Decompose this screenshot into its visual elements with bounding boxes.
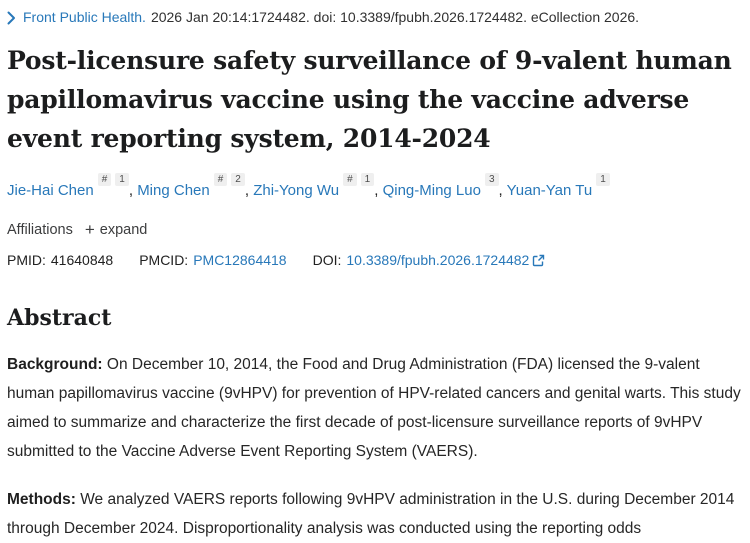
doi-link[interactable]: 10.3389/fpubh.2026.1724482 [346, 252, 530, 268]
affiliations-label: Affiliations [7, 222, 73, 238]
citation-line [7, 8, 743, 26]
author-separator: , [498, 182, 507, 199]
author-link[interactable]: Ming Chen [137, 182, 210, 199]
background-label: Background: [7, 356, 103, 373]
article-title: Post-licensure safety surveillance of 9-valent human papillomavirus vaccine using the vaccine adverse event reporting system, 2014-2024 [7, 46, 732, 153]
affiliation-number-badge[interactable]: 1 [596, 173, 610, 186]
doi-group [313, 252, 546, 268]
author-item [7, 174, 138, 199]
pmid-group [7, 252, 113, 268]
affiliation-number-badge[interactable]: 1 [115, 173, 129, 186]
pmid-label: PMID: [7, 252, 46, 268]
pmcid-label: PMCID: [139, 252, 189, 268]
author-separator: , [128, 182, 138, 199]
chevron-right-icon [7, 11, 16, 25]
author-link[interactable]: Qing-Ming Luo [382, 182, 481, 199]
author-item [137, 174, 254, 199]
expand-label: expand [99, 222, 148, 238]
affiliation-number-badge[interactable]: 1 [361, 173, 375, 186]
external-link-icon[interactable] [532, 254, 545, 267]
affiliation-number-badge[interactable]: 3 [485, 173, 499, 186]
expand-affiliations-button[interactable] [85, 220, 148, 240]
author-link[interactable]: Yuan-Yan Tu [506, 182, 593, 199]
pmid-value: 41640848 [50, 252, 114, 268]
author-link[interactable]: Jie-Hai Chen [7, 182, 94, 199]
methods-text: We analyzed VAERS reports following 9vHPV administration in the U.S. during December 2014 through December 2024. Disproportionality analysis was conducted using the reporting odds [7, 491, 735, 537]
methods-label: Methods: [7, 491, 76, 508]
abstract-methods-paragraph [7, 485, 743, 543]
affiliation-number-badge[interactable]: 2 [231, 173, 245, 186]
author-separator: , [244, 182, 254, 199]
plus-icon: + [84, 220, 95, 239]
affiliations-row [7, 220, 743, 240]
author-item [253, 174, 383, 199]
abstract-heading: Abstract [7, 305, 112, 331]
citation-text: 2026 Jan 20:14:1724482. doi: 10.3389/fpubh.2026.1724482. eCollection 2026. [150, 9, 640, 25]
author-link[interactable]: Zhi-Yong Wu [253, 182, 340, 199]
background-text: On December 10, 2014, the Food and Drug Administration (FDA) licensed the 9-valent human papillomavirus vaccine (9vHPV) for prevention of HPV-related cancers and genital warts. This study aimed to summarize and characterize the first decade of post-licensure surveillance reports of 9vHPV submitted to the Vaccine Adverse Event Reporting System (VAERS). [7, 356, 741, 460]
pmcid-link[interactable]: PMC12864418 [193, 252, 287, 268]
abstract-background-paragraph [7, 350, 743, 466]
equal-contrib-badge: # [214, 173, 228, 186]
authors-list [7, 174, 743, 203]
doi-label: DOI: [312, 252, 342, 268]
author-separator: , [374, 182, 383, 199]
author-item [382, 174, 507, 199]
author-item [506, 174, 610, 199]
pmcid-group [139, 252, 286, 268]
journal-link[interactable]: Front Public Health. [23, 9, 146, 25]
equal-contrib-badge: # [98, 173, 112, 186]
equal-contrib-badge: # [343, 173, 357, 186]
identifiers-row [7, 252, 743, 268]
